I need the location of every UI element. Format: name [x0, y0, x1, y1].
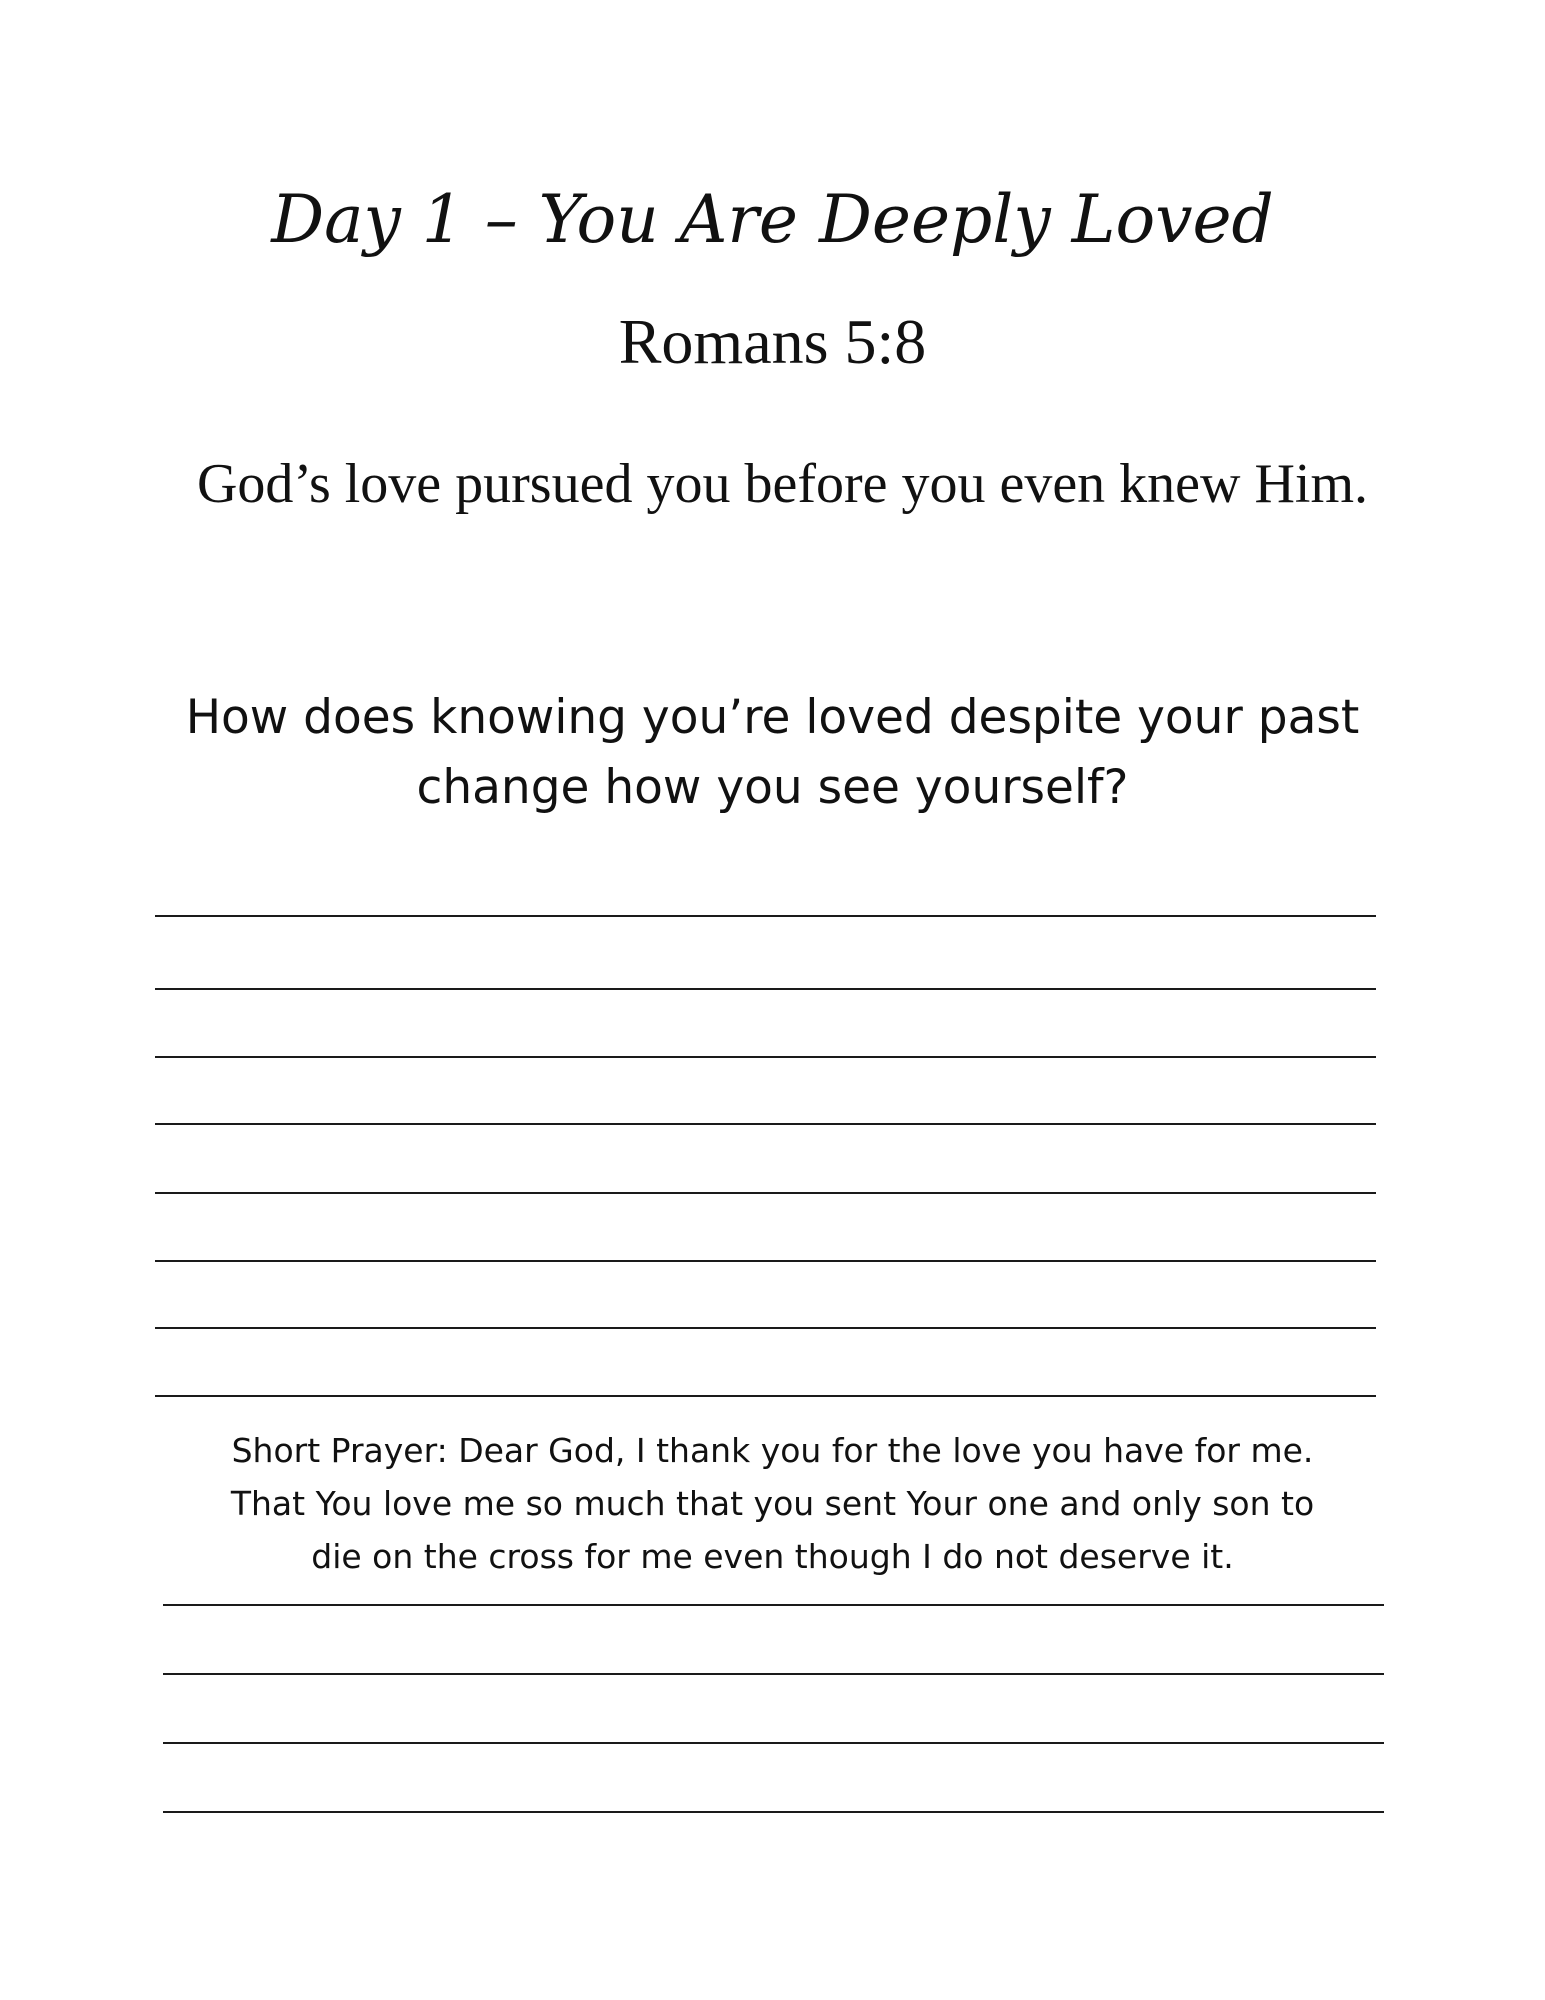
writing-line[interactable] [155, 1327, 1376, 1329]
writing-line[interactable] [155, 1395, 1376, 1397]
reflection-question [140, 683, 1405, 823]
reflection-question-line: How does knowing you’re loved despite your past [185, 690, 1360, 745]
page-title: Day 1 – You Are Deeply Loved [271, 181, 1274, 258]
writing-line[interactable] [155, 1192, 1376, 1194]
devotional-statement: God’s love pursued you before you even knew Him. [196, 453, 1369, 515]
short-prayer [120, 1424, 1425, 1583]
prayer-line: That You love me so much that you sent Your one and only son to [230, 1484, 1315, 1523]
writing-line[interactable] [155, 1056, 1376, 1058]
scripture-reference: Romans 5:8 [618, 306, 927, 377]
writing-line[interactable] [163, 1673, 1384, 1675]
writing-line[interactable] [155, 988, 1376, 990]
writing-line[interactable] [163, 1811, 1384, 1813]
writing-line[interactable] [155, 1260, 1376, 1262]
writing-line[interactable] [163, 1742, 1384, 1744]
prayer-line: die on the cross for me even though I do not deserve it. [311, 1537, 1234, 1576]
writing-line[interactable] [163, 1604, 1384, 1606]
writing-line[interactable] [155, 1123, 1376, 1125]
reflection-question-line: change how you see yourself? [416, 760, 1129, 815]
prayer-line: Short Prayer: Dear God, I thank you for the love you have for me. [231, 1431, 1314, 1470]
writing-line[interactable] [155, 915, 1376, 917]
